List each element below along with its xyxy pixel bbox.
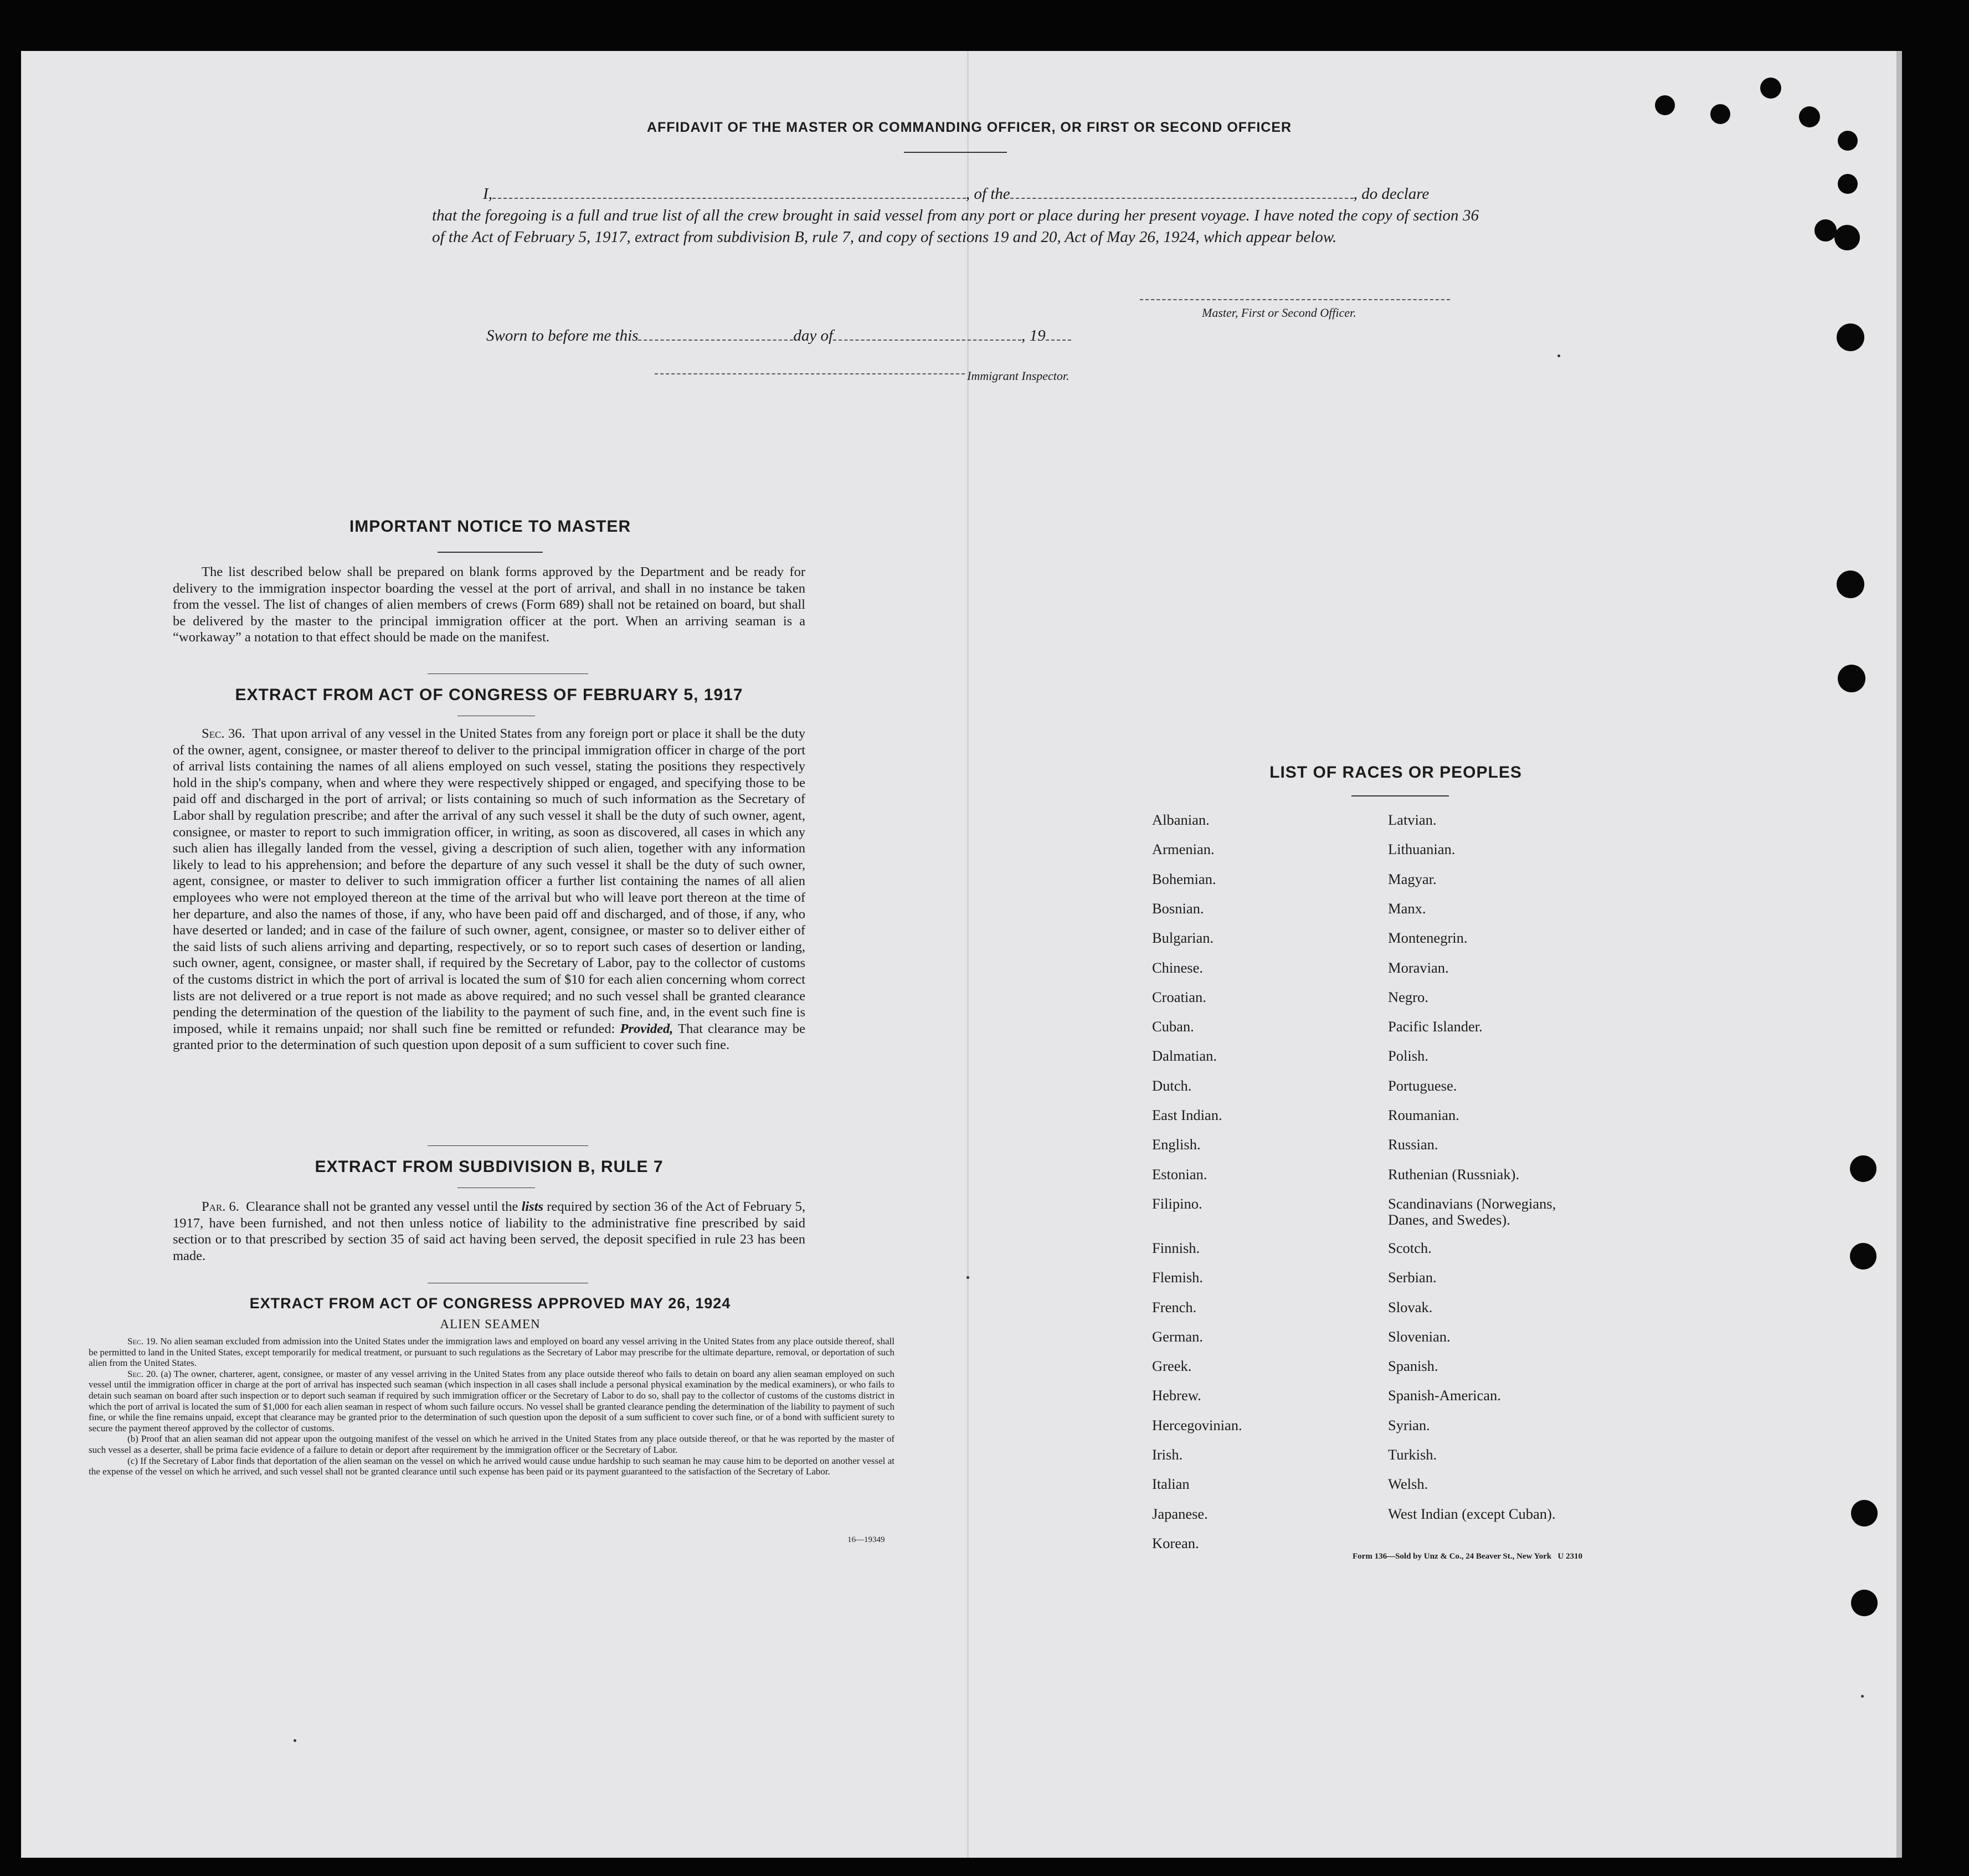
right-race-item: Scotch. bbox=[1388, 1239, 1432, 1256]
punch-hole bbox=[1799, 106, 1820, 127]
sec-20b-body: (b) Proof that an alien seaman did not appear upon the outgoing manifest of the vessel on which he arrived in the United States from any place outside thereof, or that he was reported by the master of such vessel as a deserter, shall be prima facie evidence of a failure to detain or deport after requirement by the immigration officer or the Secretary of Labor. bbox=[89, 1433, 894, 1455]
page-edge bbox=[1896, 51, 1902, 1858]
right-race-item: Welsh. bbox=[1388, 1476, 1428, 1493]
punch-hole bbox=[1837, 323, 1864, 351]
left-race-item: Armenian. bbox=[1152, 841, 1215, 858]
declarant-name-field[interactable] bbox=[492, 182, 966, 199]
sworn-month-field[interactable] bbox=[833, 323, 1021, 341]
right-race-item: Polish. bbox=[1388, 1047, 1428, 1065]
day-of-label: day of bbox=[793, 327, 834, 345]
right-race-item: Ruthenian (Russniak). bbox=[1388, 1165, 1519, 1183]
inspector-caption: Immigrant Inspector. bbox=[967, 369, 1070, 383]
punch-hole bbox=[1838, 665, 1865, 692]
left-race-item: Dalmatian. bbox=[1152, 1047, 1217, 1065]
affidavit-declaration bbox=[432, 182, 1479, 248]
right-race-item: Roumanian. bbox=[1388, 1107, 1459, 1123]
sec-19-body: No alien seaman excluded from admission into the United States under the immigration laws and employed on board any vessel arriving in the United States from any place outside thereof, shall be permitted to land in the United States, except temporarily for medical treatment, or pursuant to such regulations as the Secretary of Labor may prescribe for the ultimate departure, removal, or deportation of such alien from the United States. bbox=[89, 1336, 894, 1369]
right-race-item: Negro. bbox=[1388, 988, 1428, 1005]
master-signature-caption: Master, First or Second Officer. bbox=[1202, 306, 1356, 320]
punch-hole bbox=[1838, 174, 1858, 194]
punch-hole bbox=[1851, 1500, 1878, 1527]
sworn-line bbox=[486, 323, 1071, 347]
notice-heading-rule bbox=[438, 552, 543, 553]
left-race-item: French. bbox=[1152, 1298, 1197, 1315]
affidavit-declare-label: , do declare bbox=[1353, 185, 1430, 203]
inspector-signature-line[interactable] bbox=[655, 373, 965, 374]
left-race-item: Estonian. bbox=[1152, 1165, 1207, 1183]
speck bbox=[1861, 1695, 1864, 1698]
races-heading-rule bbox=[1351, 795, 1449, 796]
proviso-label: Provided, bbox=[620, 1021, 674, 1036]
left-race-item: Hebrew. bbox=[1152, 1387, 1201, 1404]
punch-hole bbox=[1710, 104, 1730, 124]
punch-hole bbox=[1834, 225, 1860, 250]
left-race-item: Greek. bbox=[1152, 1358, 1192, 1375]
right-race-item: Slovak. bbox=[1388, 1298, 1433, 1315]
right-race-item: Latvian. bbox=[1388, 811, 1437, 828]
left-race-item: Korean. bbox=[1152, 1534, 1199, 1551]
punch-hole bbox=[1814, 219, 1837, 241]
left-race-item: Cuban. bbox=[1152, 1018, 1194, 1035]
affidavit-body: that the foregoing is a full and true list of all the crew brought in said vessel from any port or place during her present voyage. I have noted the copy of section 36 of the Act of February 5, 1917, extract from subdivision B, rule 7, and copy of sections 19 and 20, Act of May 26, 1924, which appear below. bbox=[432, 207, 1479, 246]
affidavit-heading-rule bbox=[904, 152, 1007, 153]
sec-19-label: Sec. 19. bbox=[127, 1336, 158, 1346]
notice-heading: IMPORTANT NOTICE TO MASTER bbox=[349, 517, 631, 536]
extract-1917-section bbox=[173, 726, 805, 1053]
left-race-item: German. bbox=[1152, 1328, 1203, 1345]
punch-hole bbox=[1851, 1590, 1878, 1616]
sworn-label: Sworn to before me this bbox=[486, 327, 639, 345]
right-race-item: Turkish. bbox=[1388, 1446, 1437, 1463]
right-race-item: Scandinavians (Norwegians, Danes, and Swedes). bbox=[1388, 1195, 1556, 1228]
right-race-item: Syrian. bbox=[1388, 1416, 1430, 1433]
left-race-item: Croatian. bbox=[1152, 988, 1206, 1005]
sec-36-label: Sec. 36. bbox=[202, 726, 245, 741]
punch-hole bbox=[1655, 95, 1675, 115]
master-signature-line[interactable] bbox=[1140, 299, 1450, 300]
alien-seamen-subheading: ALIEN SEAMEN bbox=[440, 1317, 541, 1331]
sworn-day-field[interactable] bbox=[638, 323, 793, 341]
right-race-item: Spanish. bbox=[1388, 1358, 1438, 1375]
races-heading: LIST OF RACES OR PEOPLES bbox=[1269, 763, 1522, 782]
right-race-item: Pacific Islander. bbox=[1388, 1018, 1483, 1035]
extract-1924-section bbox=[89, 1336, 894, 1477]
right-race-item: Moravian. bbox=[1388, 959, 1449, 976]
punch-hole bbox=[1850, 1243, 1877, 1269]
right-race-item: Portuguese. bbox=[1388, 1077, 1457, 1094]
punch-hole bbox=[1837, 570, 1864, 598]
left-race-item: Finnish. bbox=[1152, 1239, 1200, 1256]
left-race-item: English. bbox=[1152, 1136, 1201, 1153]
proviso-text: That clearance may be granted prior to the determination of such question upon deposit of a sum sufficient to cover such fine. bbox=[173, 1021, 805, 1053]
punch-hole bbox=[1838, 131, 1858, 151]
speck bbox=[1557, 354, 1560, 357]
par-6-body-a: Clearance shall not be granted any vessel until the bbox=[246, 1199, 518, 1214]
sec-20-label: Sec. 20. bbox=[127, 1368, 158, 1379]
right-race-item: Slovenian. bbox=[1388, 1328, 1451, 1345]
right-race-item: Magyar. bbox=[1388, 870, 1437, 887]
right-race-item: Spanish-American. bbox=[1388, 1387, 1501, 1404]
year-label: , 19 bbox=[1021, 327, 1046, 345]
affidavit-heading: AFFIDAVIT OF THE MASTER OR COMMANDING OFFICER, OR FIRST OR SECOND OFFICER bbox=[646, 120, 1292, 135]
notice-section bbox=[173, 564, 805, 646]
left-race-item: Filipino. bbox=[1152, 1195, 1202, 1212]
left-race-item: Bosnian. bbox=[1152, 900, 1204, 917]
par-6-body-b: required by section 36 of the Act of February 5, 1917, have been furnished, and not then unless notice of liability to the administrative fine prescribed by said section or to that prescribed by section 35 of said act having been served, the deposit specified in rule 23 has been made. bbox=[173, 1199, 806, 1263]
left-race-item: Italian bbox=[1152, 1476, 1190, 1493]
speck bbox=[966, 1276, 969, 1279]
left-race-item: East Indian. bbox=[1152, 1107, 1222, 1123]
affidavit-of-the-label: , of the bbox=[965, 185, 1010, 203]
punch-hole bbox=[1760, 78, 1781, 99]
par-6-label: Par. 6. bbox=[202, 1199, 239, 1214]
sworn-year-field[interactable] bbox=[1046, 323, 1071, 341]
left-race-item: Bulgarian. bbox=[1152, 929, 1214, 947]
section-divider bbox=[428, 1145, 588, 1146]
right-race-item: Serbian. bbox=[1388, 1269, 1437, 1286]
right-race-item: Manx. bbox=[1388, 900, 1426, 917]
right-race-item: Lithuanian. bbox=[1388, 841, 1456, 858]
right-race-item: West Indian (except Cuban). bbox=[1388, 1505, 1556, 1522]
affidavit-i-label: I, bbox=[483, 185, 492, 203]
extract-1924-heading: EXTRACT FROM ACT OF CONGRESS APPROVED MAY 26, 1924 bbox=[249, 1295, 731, 1312]
left-race-item: Dutch. bbox=[1152, 1077, 1192, 1094]
speck bbox=[294, 1739, 296, 1742]
left-race-item: Bohemian. bbox=[1152, 870, 1216, 887]
left-race-item: Hercegovinian. bbox=[1152, 1416, 1242, 1433]
left-race-item: Albanian. bbox=[1152, 811, 1210, 828]
rule-7-heading: EXTRACT FROM SUBDIVISION B, RULE 7 bbox=[315, 1158, 664, 1176]
left-race-item: Chinese. bbox=[1152, 959, 1203, 976]
sec-36-body: That upon arrival of any vessel in the United States from any foreign port or place it shall be the duty of the owner, agent, consignee, or master thereof to deliver to the principal immigration officer in charge of the port of arrival lists containing the names of all aliens employed on such vessel, stating the positions they respectively hold in the ship's company, when and where they were respectively shipped or engaged, and specifying those to be paid off and discharged in the port of arrival; or lists containing so much of such information as the Secretary of Labor shall by regulation prescribe; and after the arrival of any such vessel it shall be the duty of such owner, agent, consignee, or master to report to such immigration officer, in writing, as soon as discovered, all cases in which any such alien has illegally landed from the vessel, giving a description of such alien, together with any information likely to lead to his apprehension; and before the departure of any such vessel it shall be the duty of such owner, agent, consignee, or master to deliver to such immigration officer a further list containing the names of all alien employees who were not employed thereon at the time of the arrival but who will leave port thereon at the time of her departure, and also the names of those, if any, who have been paid off and discharged, and of those, if any, who have deserted or landed; and in case of the failure of such owner, agent, consignee, or master so to deliver either of the said lists of such aliens arriving and departing, respectively, or so to report such cases of desertion or landing, such owner, agent, consignee, or master shall, if required by the Secretary of Labor, pay to the collector of customs of the customs district in which the port of arrival is located the sum of $10 for each alien concerning whom correct lists are not delivered or a true report is not made as above required; and no such vessel shall be granted clearance pending the determination of the question of the liability to the payment of such fine, and, in the event such fine is imposed, while it remains unpaid; nor shall such fine be remitted or refunded: bbox=[173, 726, 805, 1036]
sec-20a-body: (a) The owner, charterer, agent, consignee, or master of any vessel arriving in the United States from any place outside thereof who fails to detain on board any alien seaman employed on such vessel until the immigration officer in charge at the port of arrival has inspected such seaman (which inspection in all cases shall include a personal physical examination by the medical examiners), or who fails to detain such seaman on board after such inspection or to deport such seaman if required by such immigration officer or the Secretary of Labor to do so, shall pay to the collector of customs of the customs district in which the port of arrival is located the sum of $1,000 for each alien seaman in respect of whom such failure occurs. No vessel shall be granted clearance pending the determination of the liability to payment of such fine, or while the fine remains unpaid, except that clearance may be granted prior to the determination of such question upon the deposit of a sum sufficient to cover such fine, or of a bond with sufficient surety to secure the payment thereof approved by the collector of customs. bbox=[89, 1368, 894, 1433]
vessel-name-field[interactable] bbox=[1010, 182, 1354, 199]
extract-1917-heading: EXTRACT FROM ACT OF CONGRESS OF FEBRUARY 5, 1917 bbox=[235, 686, 743, 704]
left-race-item: Flemish. bbox=[1152, 1269, 1204, 1286]
right-race-item: Montenegrin. bbox=[1388, 929, 1468, 947]
form-number: 16—19349 bbox=[847, 1535, 885, 1544]
races-footer: Form 136—Sold by Unz & Co., 24 Beaver St., New York U 2310 bbox=[1353, 1552, 1582, 1561]
notice-body: The list described below shall be prepared on blank forms approved by the Department and be ready for delivery to the immigration inspector boarding the vessel at the port of arrival, and shall in no instance be taken from the vessel. The list of changes of alien members of crews (Form 689) shall not be retained on board, but shall be delivered by the master to the principal immigration officer at the port. When an arriving seaman is a “workaway” a notation to that effect should be made on the manifest. bbox=[173, 564, 805, 645]
lists-word: lists bbox=[521, 1199, 544, 1214]
left-race-item: Irish. bbox=[1152, 1446, 1183, 1463]
sec-20c-body: (c) If the Secretary of Labor finds that deportation of the alien seaman on the vessel on which he arrived would cause undue hardship to such seaman he may cause him to be deported on another vessel at the expense of the vessel on which he arrived, and such vessel shall not be granted clearance until such expense has been paid or its payment guaranteed to the satisfaction of the Secretary of Labor. bbox=[89, 1455, 894, 1477]
left-race-item: Japanese. bbox=[1152, 1505, 1208, 1522]
punch-hole bbox=[1850, 1155, 1877, 1182]
rule-7-section bbox=[173, 1199, 805, 1264]
page-fold bbox=[967, 51, 969, 1858]
right-race-item: Russian. bbox=[1388, 1136, 1438, 1153]
